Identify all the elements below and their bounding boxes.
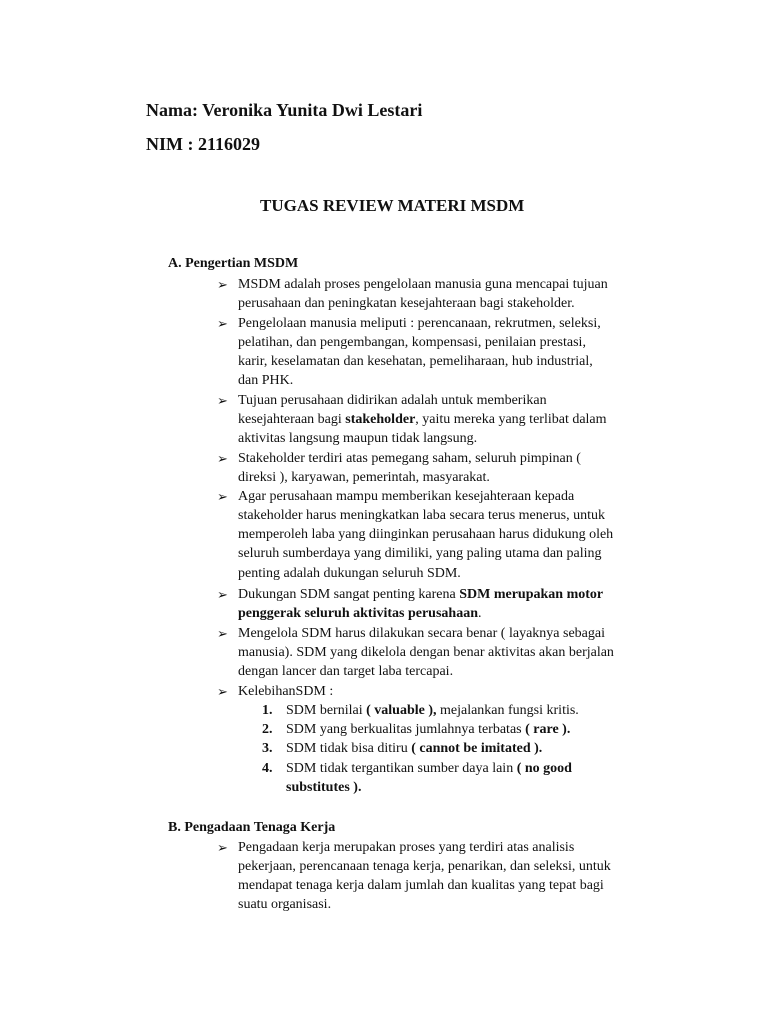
bullet-line: KelebihanSDM :: [238, 684, 334, 699]
text-span: .: [477, 606, 482, 621]
bullet-line: mendapat tenaga kerja dalam jumlah dan kualitas yang tepat bagi: [238, 878, 604, 893]
emphasis-rare: ( rare ).: [525, 722, 571, 737]
bullet-line: Pengadaan kerja merupakan proses yang terdiri atas analisis: [238, 840, 575, 855]
bullet-line: direksi ), karyawan, pemerintah, masyarakat.: [238, 470, 490, 485]
bullet-line: seluruh sumberdaya yang dimiliki, yang paling utama dan paling: [238, 546, 602, 561]
bullet-line: Mengelola SDM harus dilakukan secara benar ( layaknya sebagai: [238, 626, 605, 641]
section-a-heading: A. Pengertian MSDM: [168, 256, 299, 271]
bullet-arrow-icon: ➢: [217, 393, 228, 408]
bullet-line: pelatihan, dan pengembangan, kompensasi, penilaian prestasi,: [238, 335, 586, 350]
bullet-line: pekerjaan, perencanaan tenaga kerja, penarikan, dan seleksi, untuk: [238, 859, 611, 874]
bullet-line: Pengelolaan manusia meliputi : perencanaan, rekrutmen, seleksi,: [238, 316, 601, 331]
bullet-line: MSDM adalah proses pengelolaan manusia guna mencapai tujuan: [238, 277, 608, 292]
emphasis-stakeholder: stakeholder: [345, 412, 416, 427]
bullet-line: suatu organisasi.: [238, 897, 332, 912]
text-span: SDM tidak bisa ditiru: [286, 741, 412, 756]
bullet-arrow-icon: ➢: [217, 587, 228, 602]
bullet-arrow-icon: ➢: [217, 451, 228, 466]
list-item-continuation: substitutes ).: [286, 780, 362, 795]
text-span: SDM bernilai: [286, 703, 367, 718]
bullet-line: Agar perusahaan mampu memberikan kesejahteraan kepada: [238, 489, 575, 504]
text-span: mejalankan fungsi kritis.: [436, 703, 579, 718]
list-item: [286, 703, 579, 719]
bullet-line: manusia). SDM yang dikelola dengan benar aktivitas akan berjalan: [238, 645, 614, 660]
list-number: 4.: [262, 761, 273, 776]
text-span: SDM yang berkualitas jumlahnya terbatas: [286, 722, 526, 737]
bullet-line: [238, 412, 607, 428]
bullet-line: perusahaan dan peningkatan kesejahteraan bagi stakeholder.: [238, 296, 575, 311]
list-item: [286, 741, 542, 757]
bullet-arrow-icon: ➢: [217, 316, 228, 331]
list-item: [286, 722, 570, 738]
text-span: SDM tidak tergantikan sumber daya lain: [286, 761, 517, 776]
bullet-line: [238, 606, 481, 622]
emphasis-no-good: ( no good: [516, 761, 572, 776]
bullet-arrow-icon: ➢: [217, 626, 228, 641]
student-name: Nama: Veronika Yunita Dwi Lestari: [146, 100, 423, 120]
bullet-line: [238, 587, 603, 603]
emphasis-penggerak: penggerak seluruh aktivitas perusahaan: [238, 606, 478, 621]
bullet-line: stakeholder harus meningkatkan laba secara terus menerus, untuk: [238, 508, 605, 523]
bullet-line: karir, keselamatan dan kesehatan, pemeliharaan, hub industrial,: [238, 354, 593, 369]
bullet-line: Stakeholder terdiri atas pemegang saham, seluruh pimpinan (: [238, 451, 581, 466]
bullet-arrow-icon: ➢: [217, 489, 228, 504]
bullet-line: memperoleh laba yang diinginkan perusahaan harus didukung oleh: [238, 527, 614, 542]
bullet-line: Tujuan perusahaan didirikan adalah untuk memberikan: [238, 393, 547, 408]
bullet-arrow-icon: ➢: [217, 684, 228, 699]
list-number: 2.: [262, 722, 273, 737]
text-span: kesejahteraan bagi: [238, 412, 346, 427]
bullet-line: penting adalah dukungan seluruh SDM.: [238, 566, 461, 581]
bullet-arrow-icon: ➢: [217, 840, 228, 855]
text-span: , yaitu mereka yang terlibat dalam: [415, 412, 607, 427]
bullet-arrow-icon: ➢: [217, 277, 228, 292]
student-nim: NIM : 2116029: [146, 134, 260, 154]
bullet-line: aktivitas langsung maupun tidak langsung.: [238, 431, 478, 446]
emphasis-cannot-be-imitated: ( cannot be imitated ).: [411, 741, 543, 756]
section-b-heading: B. Pengadaan Tenaga Kerja: [168, 820, 336, 835]
emphasis-valuable: ( valuable ),: [366, 703, 437, 718]
bullet-line: dan PHK.: [238, 373, 294, 388]
list-item: [286, 761, 572, 777]
text-span: Dukungan SDM sangat penting karena: [238, 587, 460, 602]
list-number: 1.: [262, 703, 273, 718]
emphasis-sdm-motor: SDM merupakan motor: [459, 587, 604, 602]
document-title: TUGAS REVIEW MATERI MSDM: [260, 196, 525, 215]
list-number: 3.: [262, 741, 273, 756]
bullet-line: dengan lancer dan target laba tercapai.: [238, 664, 454, 679]
